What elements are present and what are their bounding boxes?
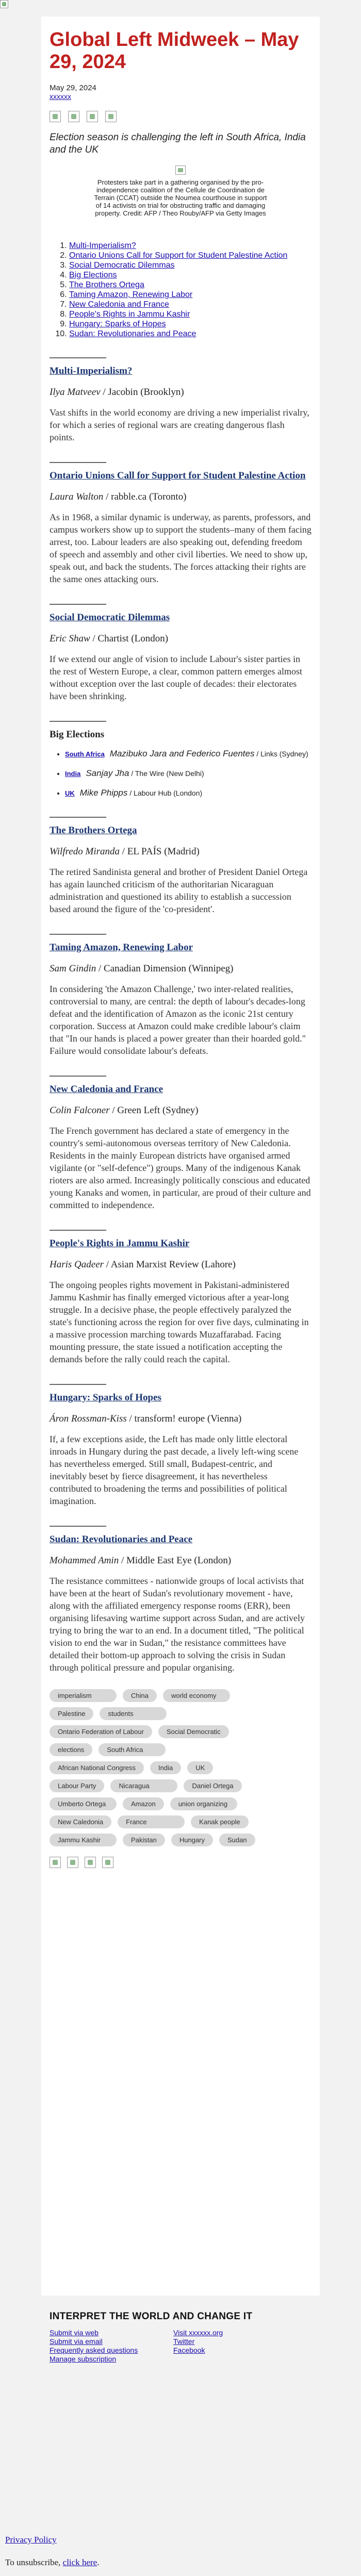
footer-col-right xyxy=(173,2329,297,2364)
unsubscribe-end: . xyxy=(97,2557,100,2567)
article-byline xyxy=(50,963,311,975)
toc-item xyxy=(69,329,311,339)
article-source: / Canadian Dimension (Winnipeg) xyxy=(96,963,234,974)
article-source: / Middle East Eye (London) xyxy=(119,1555,232,1566)
article-author: Ilya Matveev xyxy=(50,387,101,398)
article-title-link[interactable]: Hungary: Sparks of Hopes xyxy=(50,1392,161,1403)
toc-item xyxy=(69,241,311,251)
privacy-policy-link[interactable]: Privacy Policy xyxy=(5,2535,57,2545)
toc-link[interactable]: New Caledonia and France xyxy=(69,300,169,309)
article-byline xyxy=(50,1555,311,1566)
tag-chip[interactable]: Umberto Ortega xyxy=(50,1797,117,1810)
tag-chip[interactable]: UK xyxy=(187,1761,213,1774)
photo-placeholder-icon xyxy=(175,166,186,175)
toc-item xyxy=(69,251,311,260)
share-row-bottom xyxy=(50,1857,311,1868)
newsletter-card xyxy=(41,16,320,2296)
tag-chip[interactable]: Ontario Federation of Labour xyxy=(50,1725,152,1738)
article-byline xyxy=(50,387,311,398)
election-author: Sanjay Jha xyxy=(86,768,129,778)
article-author: Eric Shaw xyxy=(50,633,90,644)
article-hungary xyxy=(50,1384,311,1507)
article-title-link[interactable]: Sudan: Revolutionaries and Peace xyxy=(50,1534,193,1545)
article-byline xyxy=(50,1259,311,1270)
article-multi-imperialism xyxy=(50,357,311,443)
article-author: Wilfredo Miranda xyxy=(50,846,120,857)
section-divider xyxy=(50,1526,106,1527)
tag-chip[interactable]: Hungary xyxy=(171,1834,213,1846)
toc-link[interactable]: Hungary: Sparks of Hopes xyxy=(69,320,166,328)
election-item xyxy=(65,788,311,798)
toc-item xyxy=(69,270,311,280)
article-new-caledonia xyxy=(50,1076,311,1211)
toc-link[interactable]: Multi-Imperialism? xyxy=(69,241,136,250)
article-title xyxy=(50,1533,311,1546)
tag-chip[interactable]: students xyxy=(100,1707,167,1720)
photo-caption: Protesters take part in a gathering organised by the pro-independence coalition of the Cellule de Coordination de Terrain (CCAT) outside the Noumea courthouse in support of 14 activists on trial for obstructing traffic and damaging property. Credit: AFP / Theo Rouby/AFP via Getty Images xyxy=(94,178,267,217)
share-icon-4[interactable] xyxy=(102,1857,113,1868)
toc-item xyxy=(69,290,311,300)
toc-item xyxy=(69,319,311,329)
elections-heading: Big Elections xyxy=(50,729,105,740)
article-body: The French government has declared a state of emergency in the country's semi-autonomous overseas territory of New Caledonia. Residents in the mainly European districts have organised armed vigilante (or "self-defence") groups. Many of the indigenous Kanak rioters are also armed. Increasingly politically conscious and educated young Kanaks and women, in particular, are proud of their culture and committed to independence. xyxy=(50,1126,311,1210)
article-byline xyxy=(50,1413,311,1425)
section-divider xyxy=(50,721,106,722)
election-country-link[interactable]: • India xyxy=(65,770,81,778)
tag-chip[interactable]: India xyxy=(150,1761,181,1774)
article-body: If we extend our angle of vision to include Labour's sister parties in the rest of Western Europe, a clear, common pattern emerges almost without exception over the last couple of decades: their electorates have been shrinking. xyxy=(50,654,302,701)
footer-link-manage-subscription[interactable]: Manage subscription xyxy=(50,2355,117,2363)
footer-title: INTERPRET THE WORLD AND CHANGE IT xyxy=(50,2311,253,2322)
article-byline xyxy=(50,1105,311,1116)
tag-chip[interactable]: elections xyxy=(50,1743,92,1756)
election-source: / Links (Sydney) xyxy=(254,750,308,758)
tag-chip[interactable]: Nicaragua xyxy=(110,1779,177,1792)
toc-link[interactable]: Taming Amazon, Renewing Labor xyxy=(69,290,193,299)
election-country-link[interactable]: • South Africa xyxy=(65,750,105,758)
article-title xyxy=(50,941,311,954)
toc-item xyxy=(69,260,311,270)
unsubscribe-line xyxy=(5,2557,99,2568)
tag-chip[interactable]: African National Congress xyxy=(50,1761,144,1774)
article-source: / Jacobin (Brooklyn) xyxy=(100,387,184,398)
section-divider xyxy=(50,462,106,463)
article-author: Haris Qadeer xyxy=(50,1259,104,1270)
tag-chip[interactable]: Palestine xyxy=(50,1707,93,1720)
tag-chip[interactable]: France xyxy=(118,1815,185,1828)
footer-link-submit-email[interactable]: Submit via email xyxy=(50,2337,103,2346)
elections-list xyxy=(50,749,311,798)
article-author: Laura Walton xyxy=(50,491,104,502)
section-big-elections xyxy=(50,721,311,798)
article-jammu-kashir xyxy=(50,1230,311,1365)
article-title-link[interactable]: Social Democratic Dilemmas xyxy=(50,612,170,623)
tag-chip[interactable]: Labour Party xyxy=(50,1779,104,1792)
article-body: In considering 'the Amazon Challenge,' two inter-related realities, controversial to many, are central: the depth of labour's decades-long defeat and the identification of Amazon as the iconic 21st century corporation. Success at Amazon could make credible labour's claim that "In our hands is placed a power greater than their hoarded gold." Failure would consolidate labour's defeats. xyxy=(50,984,306,1056)
tag-chip[interactable]: New Caledonia xyxy=(50,1815,111,1828)
article-byline xyxy=(50,846,311,857)
article-author: Colin Falconer xyxy=(50,1105,110,1116)
article-social-democratic xyxy=(50,604,311,702)
article-byline xyxy=(50,491,311,503)
footer-link-facebook[interactable]: Facebook xyxy=(173,2346,205,2354)
article-title xyxy=(50,469,311,482)
toc-link[interactable]: Ontario Unions Call for Support for Student Palestine Action xyxy=(69,251,288,260)
section-divider xyxy=(50,604,106,605)
tag-chip[interactable]: union organizing xyxy=(170,1797,237,1810)
share-icon-3[interactable] xyxy=(87,111,98,122)
footer-link-twitter[interactable]: Twitter xyxy=(173,2337,195,2346)
footer-link-faq[interactable]: Frequently asked questions xyxy=(50,2346,138,2354)
article-body: The retired Sandinista general and brother of President Daniel Ortega has again launched criticism of the authoritarian Nicaraguan administration and questioned its ability to establish a succession based around the figure of the 'co-president'. xyxy=(50,867,308,914)
unsubscribe-link[interactable]: click here xyxy=(62,2557,97,2567)
article-source: / Green Left (Sydney) xyxy=(109,1105,199,1116)
tag-chip[interactable]: imperialism xyxy=(50,1689,117,1702)
article-body: The ongoing peoples rights movement in Pakistani-administered Jammu Kashmir has finally emerged victorious after a year-long struggle. In a decisive phase, the people effectively paralyzed the state's functioning across the region for over five days, culminating in a massive procession marching towards Muzaffarabad. Facing mounting pressure, the state issued a notification accepting the demands before the rally could reach the capital. xyxy=(50,1280,309,1364)
toc-link[interactable]: People's Rights in Jammu Kashir xyxy=(69,310,190,319)
tag-chip[interactable]: China xyxy=(123,1689,157,1702)
section-divider xyxy=(50,1384,106,1385)
article-title xyxy=(50,1391,311,1404)
tag-chip[interactable]: Daniel Ortega xyxy=(184,1779,241,1792)
site-link[interactable]: xxxxxx xyxy=(50,92,71,101)
tag-chip[interactable]: Pakistan xyxy=(123,1834,165,1846)
footer-col-left xyxy=(50,2329,173,2364)
article-title-link[interactable]: New Caledonia and France xyxy=(50,1084,163,1095)
newsletter-footer xyxy=(41,2296,320,2432)
election-item xyxy=(65,749,311,759)
article-body: As in 1968, a similar dynamic is underway, as parents, professors, and campus workers show up to support the students–many of them facing arrest, too. Labour leaders are also speaking out, defending freedom of speech and assembly and other civil liberties. We need to show up, speak out, and back the students. The forces attacking their rights are the same ones attacking ours. xyxy=(50,512,311,584)
toc-item xyxy=(69,309,311,319)
toc-link[interactable]: Social Democratic Dilemmas xyxy=(69,261,175,270)
share-row-top xyxy=(50,111,311,122)
share-icon-4[interactable] xyxy=(105,111,117,122)
article-source: / EL PAÍS (Madrid) xyxy=(120,846,200,857)
election-country-link[interactable]: • UK xyxy=(65,789,75,797)
article-ontario-unions xyxy=(50,462,311,585)
toc-item xyxy=(69,280,311,290)
share-icon-1[interactable] xyxy=(50,1857,61,1868)
footer-link-visit-site[interactable]: Visit xxxxxx.org xyxy=(173,2329,223,2337)
article-byline xyxy=(50,633,311,645)
tag-chip[interactable]: world economy xyxy=(163,1689,230,1702)
article-body: If, a few exceptions aside, the Left has made only little electoral inroads in Hungary during the past decade, a lively left-wing scene has nevertheless emerged. Still small, Budapest-centric, and inevitably beset by fierce disagreement, it has nevertheless contributed to broadening the terms and possibilities of political imagination. xyxy=(50,1434,299,1506)
toc-item xyxy=(69,300,311,309)
share-icon-2[interactable] xyxy=(67,1857,78,1868)
tag-chip[interactable]: Kanak people xyxy=(191,1815,249,1828)
election-item xyxy=(65,768,311,779)
article-title xyxy=(50,365,311,377)
tag-chip[interactable]: Social Democratic xyxy=(158,1725,229,1738)
issue-date: May 29, 2024 xyxy=(50,84,96,92)
article-body: Vast shifts in the world economy are driving a new imperialist rivalry, for which a series of regional wars are creating dangerous flash points. xyxy=(50,407,309,442)
unsubscribe-text: To unsubscribe, xyxy=(5,2557,63,2567)
footer-links xyxy=(50,2329,311,2364)
section-divider xyxy=(50,817,106,818)
article-title-link[interactable]: The Brothers Ortega xyxy=(50,825,137,836)
header-photo xyxy=(50,166,311,217)
article-taming-amazon xyxy=(50,934,311,1057)
article-title-link[interactable]: Taming Amazon, Renewing Labor xyxy=(50,942,193,953)
newsletter-dek: Election season is challenging the left in South Africa, India and the UK xyxy=(50,132,306,155)
article-title xyxy=(50,824,311,837)
share-icon-2[interactable] xyxy=(68,111,79,122)
article-author: Mohammed Amin xyxy=(50,1555,119,1566)
section-divider xyxy=(50,1076,106,1077)
tag-chip[interactable]: South Africa xyxy=(99,1743,166,1756)
election-source: / Labour Hub (London) xyxy=(127,789,203,797)
toc-link[interactable]: Sudan: Revolutionaries and Peace xyxy=(69,329,196,338)
article-source: / Chartist (London) xyxy=(90,633,169,644)
article-author: Sam Gindin xyxy=(50,963,96,974)
article-sudan xyxy=(50,1526,311,1674)
article-brothers-ortega xyxy=(50,817,311,915)
broken-image-icon xyxy=(0,0,8,8)
article-title-link[interactable]: Ontario Unions Call for Support for Student Palestine Action xyxy=(50,470,306,481)
article-source: / Asian Marxist Review (Lahore) xyxy=(104,1259,236,1270)
election-author: Mazibuko Jara and Federico Fuentes xyxy=(109,749,255,758)
article-source: / rabble.ca (Toronto) xyxy=(103,491,187,502)
share-icon-1[interactable] xyxy=(50,111,61,122)
share-icon-3[interactable] xyxy=(85,1857,96,1868)
tag-chip[interactable]: Amazon xyxy=(123,1797,164,1810)
tag-chip[interactable]: Sudan xyxy=(219,1834,255,1846)
tag-cloud xyxy=(50,1689,261,1846)
article-title xyxy=(50,611,311,624)
section-divider xyxy=(50,357,106,358)
section-divider xyxy=(50,934,106,935)
election-author: Mike Phipps xyxy=(79,788,128,798)
election-source: / The Wire (New Delhi) xyxy=(129,769,204,778)
table-of-contents xyxy=(50,241,311,339)
article-title-link[interactable]: Multi-Imperialism? xyxy=(50,366,133,376)
toc-link[interactable]: Big Elections xyxy=(69,271,117,279)
footer-link-submit-web[interactable]: Submit via web xyxy=(50,2329,99,2337)
article-source: / transform! europe (Vienna) xyxy=(126,1413,242,1424)
article-title-link[interactable]: People's Rights in Jammu Kashir xyxy=(50,1238,190,1249)
article-title xyxy=(50,1083,311,1096)
article-title xyxy=(50,1237,311,1250)
newsletter-title: Global Left Midweek – May 29, 2024 xyxy=(50,29,299,73)
toc-link[interactable]: The Brothers Ortega xyxy=(69,280,144,289)
section-divider xyxy=(50,1230,106,1231)
tag-chip[interactable]: Jammu Kashir xyxy=(50,1834,117,1846)
article-author: Áron Rossman-Kiss xyxy=(50,1413,127,1424)
article-body: The resistance committees - nationwide groups of local activists that have been at the heart of Sudan's revolutionary movement - have, along with the affiliated emergency response rooms (ERR), been organising lifesaving wartime support across Sudan, and are actively trying to bring the war to an end. In a document titled, "The political vision to end the war in Sudan," the resistance committees have detailed their bottom-up approach to solving the crisis in Sudan through political pressure and popular organising. xyxy=(50,1576,305,1673)
